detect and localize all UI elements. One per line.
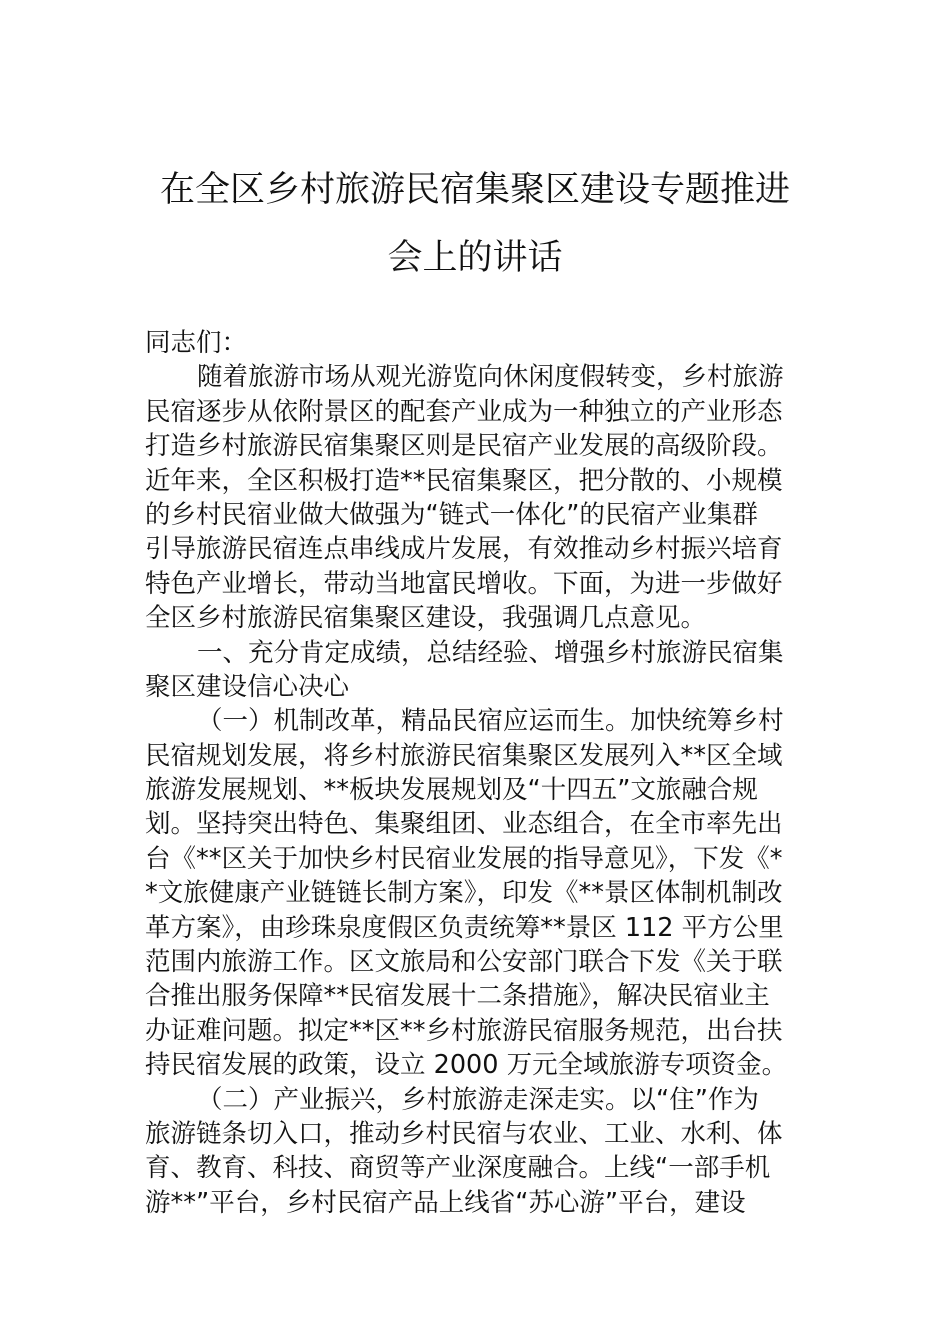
body-line: *文旅健康产业链链长制方案》，印发《**景区体制机制改 — [145, 878, 783, 909]
document-body — [145, 326, 810, 1220]
body-line: 全区乡村旅游民宿集聚区建设，我强调几点意见。 — [145, 603, 707, 634]
body-line: 民宿逐步从依附景区的配套产业成为一种独立的产业形态 — [145, 396, 783, 427]
body-line: 打造乡村旅游民宿集聚区则是民宿产业发展的高级阶段。 — [145, 431, 783, 462]
body-line: 划。坚持突出特色、集聚组团、业态组合，在全市率先出 — [145, 809, 783, 840]
body-line: 育、教育、科技、商贸等产业深度融合。上线“一部手机 — [145, 1153, 771, 1184]
body-line: 的乡村民宿业做大做强为“链式一体化”的民宿产业集群 — [145, 499, 758, 530]
body-line: 办证难问题。拟定**区**乡村旅游民宿服务规范，出台扶 — [145, 1015, 783, 1046]
document-title-line-2: 会上的讲话 — [387, 238, 563, 278]
body-line: 民宿规划发展，将乡村旅游民宿集聚区发展列入**区全域 — [145, 740, 783, 771]
salutation: 同志们： — [145, 328, 248, 358]
body-line: 合推出服务保障**民宿发展十二条措施》，解决民宿业主 — [145, 981, 770, 1012]
body-line: 范围内旅游工作。区文旅局和公安部门联合下发《关于联 — [145, 947, 783, 978]
body-line: 引导旅游民宿连点串线成片发展，有效推动乡村振兴培育 — [145, 534, 783, 565]
body-line: （二）产业振兴，乡村旅游走深走实。以“住”作为 — [197, 1084, 759, 1115]
body-line: 持民宿发展的政策，设立 2000 万元全域旅游专项资金。 — [145, 1050, 788, 1081]
body-line: 随着旅游市场从观光游览向休闲度假转变，乡村旅游 — [197, 362, 784, 393]
body-line: 特色产业增长，带动当地富民增收。下面，为进一步做好 — [145, 568, 783, 599]
body-line: 旅游链条切入口，推动乡村民宿与农业、工业、水利、体 — [145, 1118, 783, 1149]
body-line: 近年来，全区积极打造**民宿集聚区，把分散的、小规模 — [145, 465, 783, 496]
body-line: （一）机制改革，精品民宿应运而生。加快统筹乡村 — [197, 706, 784, 737]
section-heading-line: 一、充分肯定成绩，总结经验、增强乡村旅游民宿集 — [197, 637, 784, 668]
document-title-line-1: 在全区乡村旅游民宿集聚区建设专题推进 — [159, 170, 790, 210]
section-heading-line: 聚区建设信心决心 — [145, 671, 350, 702]
body-line: 游**”平台，乡村民宿产品上线省“苏心游”平台，建设 — [145, 1187, 746, 1218]
body-line: 台《**区关于加快乡村民宿业发展的指导意见》，下发《* — [145, 843, 783, 874]
body-line: 革方案》，由珍珠泉度假区负责统筹**景区 112 平方公里 — [145, 912, 784, 943]
body-line: 旅游发展规划、**板块发展规划及“十四五”文旅融合规 — [145, 775, 758, 806]
